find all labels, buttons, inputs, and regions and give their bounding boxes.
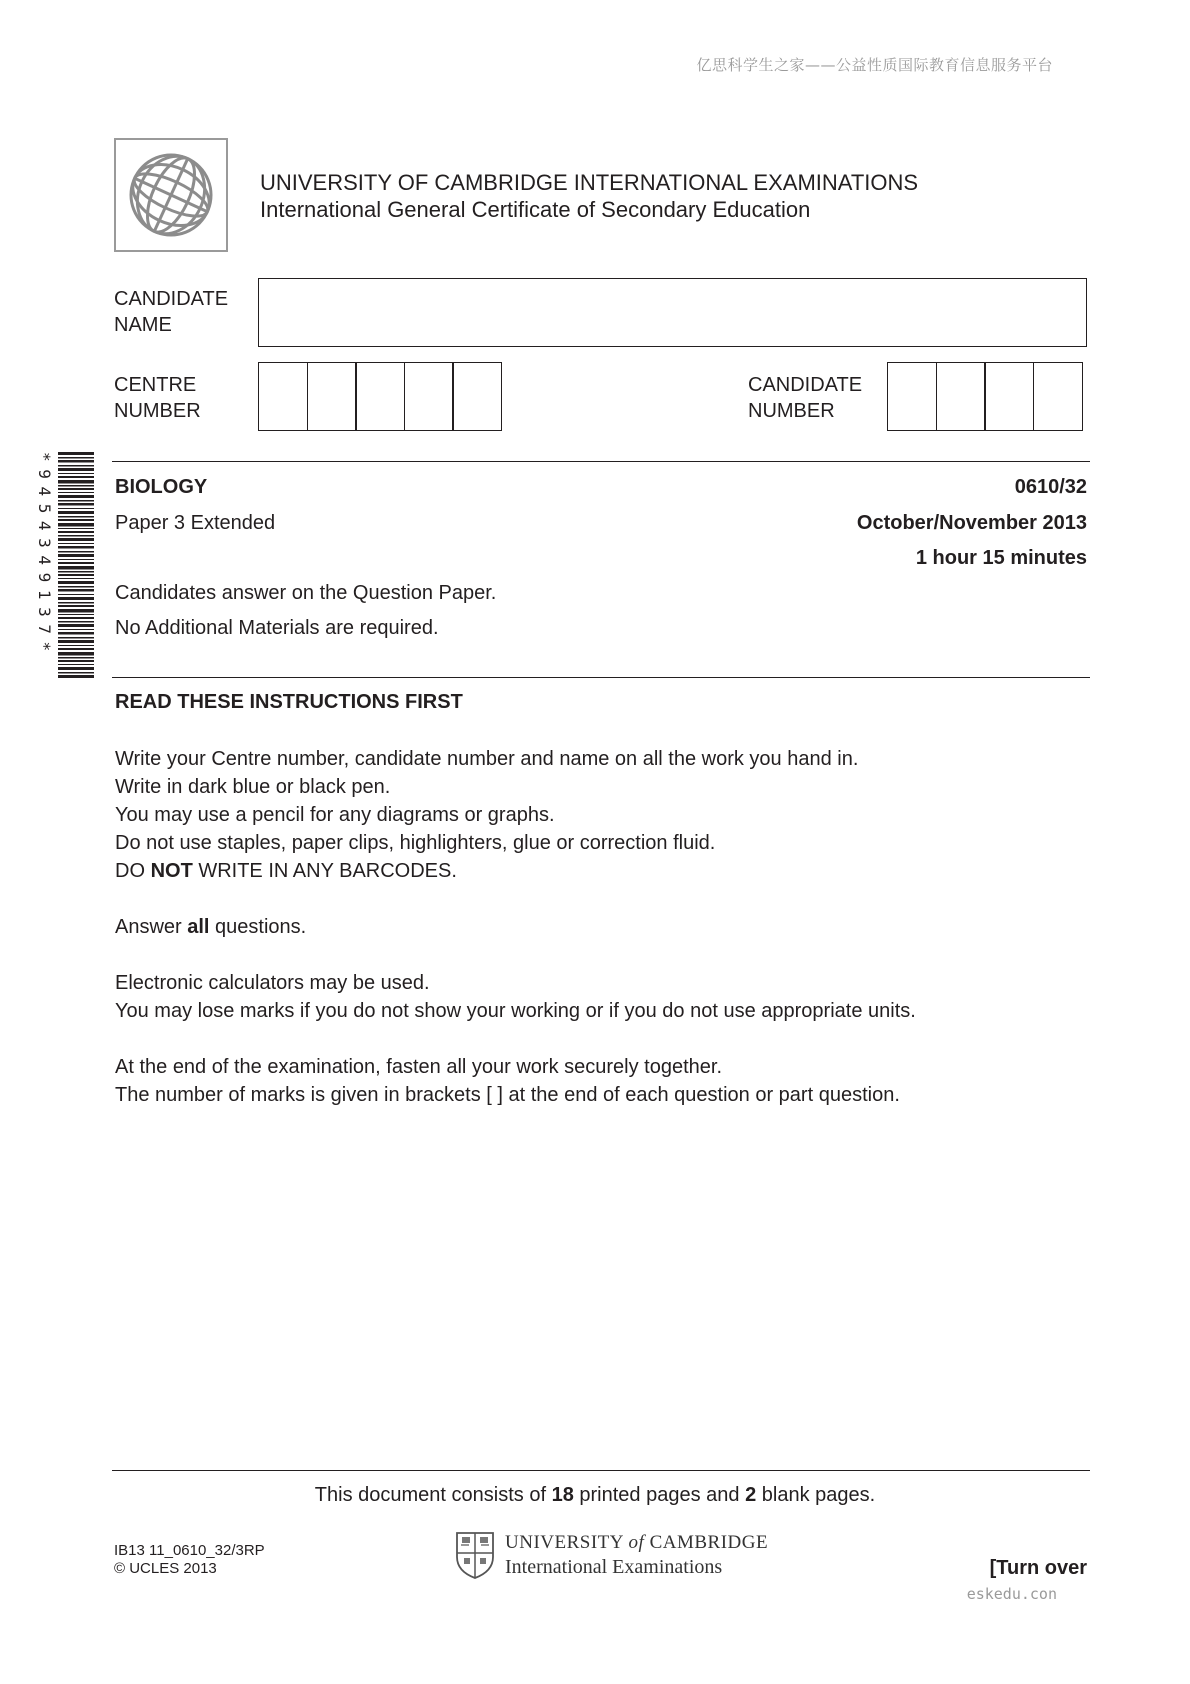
divider — [112, 1470, 1090, 1471]
digit-box[interactable] — [984, 362, 1034, 431]
instruction-line: You may lose marks if you do not show your working or if you do not use appropriate units. — [115, 1000, 916, 1022]
instruction-line: DO NOT WRITE IN ANY BARCODES. — [115, 860, 457, 882]
centre-number-label: CENTRE NUMBER — [114, 374, 201, 422]
globe-logo — [114, 138, 228, 252]
barcode-digits: *9454349137* — [35, 452, 54, 659]
board-title: UNIVERSITY OF CAMBRIDGE INTERNATIONAL EXAMINATIONS — [260, 170, 919, 195]
paper-reference: IB13 11_0610_32/3RP — [114, 1542, 265, 1559]
logo-word: UNIVERSITY — [505, 1531, 624, 1553]
candidate-name-label: CANDIDATE NAME — [114, 288, 229, 336]
cambridge-shield-icon — [455, 1531, 495, 1579]
digit-box[interactable] — [307, 362, 357, 431]
subject: BIOLOGY — [115, 476, 208, 498]
divider — [112, 677, 1090, 678]
digit-box[interactable] — [258, 362, 308, 431]
candidate-number-label: CANDIDATE NUMBER — [748, 374, 863, 422]
globe-icon — [126, 150, 216, 240]
watermark-bottom: eskedu.con — [966, 1585, 1057, 1603]
candidate-name-field[interactable] — [258, 278, 1087, 347]
digit-box[interactable] — [355, 362, 405, 431]
digit-box[interactable] — [887, 362, 937, 431]
digit-box[interactable] — [936, 362, 986, 431]
centre-number-field[interactable] — [258, 362, 502, 431]
instruction-line: Answer all questions. — [115, 916, 307, 938]
digit-box[interactable] — [404, 362, 454, 431]
instruction-line: Electronic calculators may be used. — [115, 972, 430, 994]
turn-over: [Turn over — [989, 1557, 1087, 1579]
exam-duration: 1 hour 15 minutes — [915, 547, 1087, 569]
barcode — [35, 452, 94, 680]
instruction-line: Do not use staples, paper clips, highlighters, glue or correction fluid. — [115, 832, 716, 854]
copyright: © UCLES 2013 — [114, 1560, 217, 1577]
footer-reference — [114, 1542, 265, 1578]
paper-title: Paper 3 Extended — [115, 512, 276, 534]
instruction-line: Write in dark blue or black pen. — [115, 776, 391, 798]
materials-note: No Additional Materials are required. — [115, 617, 439, 639]
logo-word: of — [628, 1531, 645, 1553]
instruction-line: Write your Centre number, candidate number and name on all the work you hand in. — [115, 748, 859, 770]
digit-box[interactable] — [452, 362, 502, 431]
watermark-top: 亿思科学生之家——公益性质国际教育信息服务平台 — [696, 56, 1053, 74]
answer-location: Candidates answer on the Question Paper. — [115, 582, 497, 604]
page-count: This document consists of 18 printed pages and 2 blank pages. — [314, 1484, 876, 1506]
instructions-heading: READ THESE INSTRUCTIONS FIRST — [115, 691, 463, 713]
qualification-title: International General Certificate of Secondary Education — [260, 197, 811, 222]
cambridge-logo — [455, 1531, 768, 1579]
instructions-list — [115, 745, 916, 1109]
paper-code: 0610/32 — [1014, 476, 1087, 498]
instruction-line: You may use a pencil for any diagrams or graphs. — [115, 804, 555, 826]
digit-box[interactable] — [1033, 362, 1083, 431]
divider — [112, 461, 1090, 462]
instruction-line: The number of marks is given in brackets [ ] at the end of each question or part question. — [115, 1084, 900, 1106]
candidate-number-field[interactable] — [887, 362, 1083, 431]
instruction-line: At the end of the examination, fasten all your work securely together. — [115, 1056, 723, 1078]
logo-subtitle: International Examinations — [505, 1555, 723, 1578]
exam-session: October/November 2013 — [856, 512, 1087, 534]
logo-word: CAMBRIDGE — [649, 1531, 769, 1553]
